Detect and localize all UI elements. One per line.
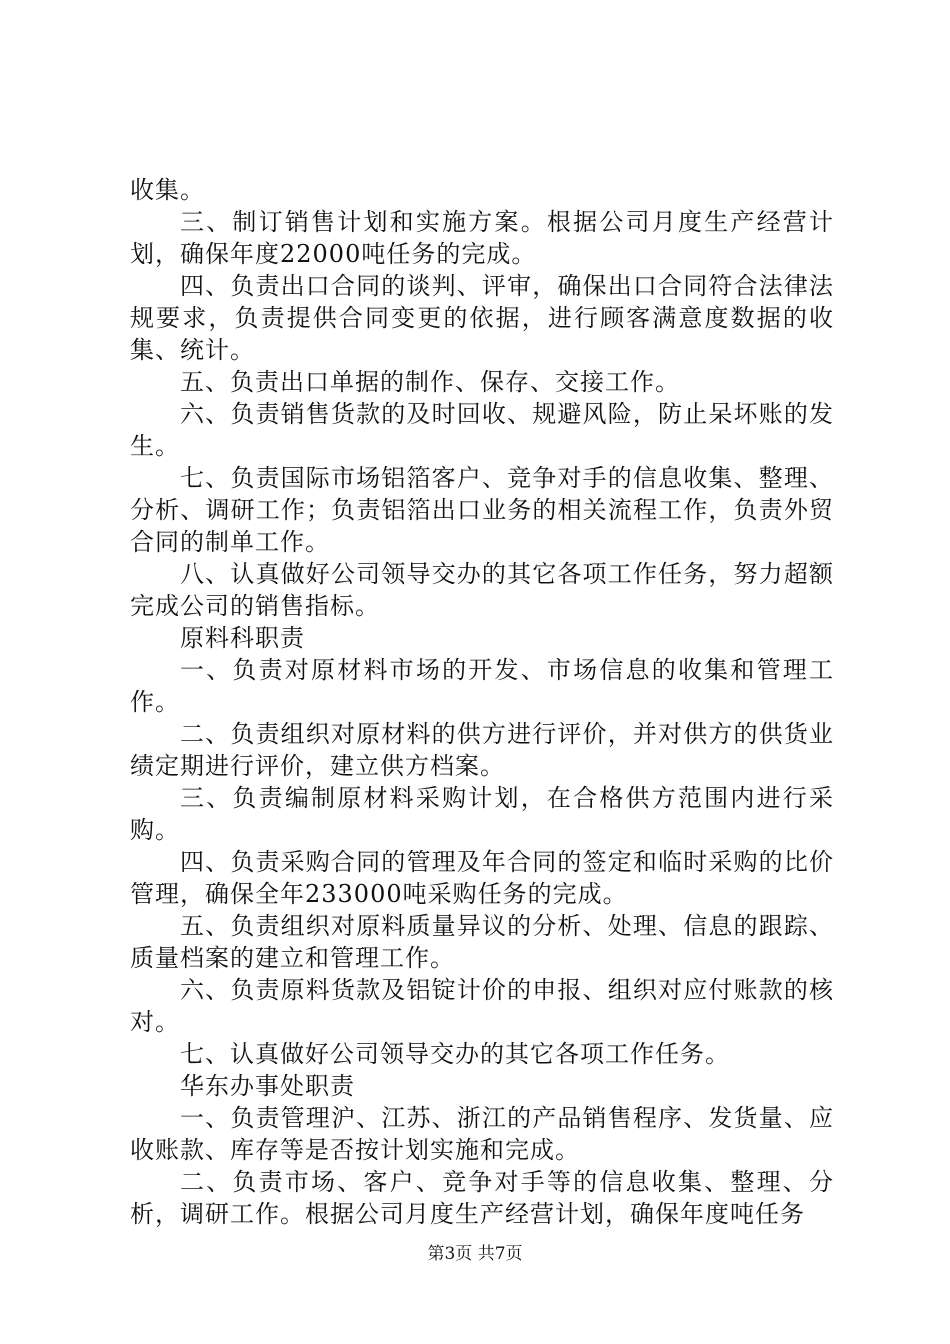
paragraph: 六、负责原料货款及铝锭计价的申报、组织对应付账款的核对。: [130, 976, 834, 1036]
paragraph: 八、认真做好公司领导交办的其它各项工作任务，努力超额完成公司的销售指标。: [130, 560, 834, 620]
paragraph: 五、负责组织对原料质量异议的分析、处理、信息的跟踪、质量档案的建立和管理工作。: [130, 912, 834, 972]
paragraph: 收集。: [130, 176, 205, 204]
paragraph: 三、负责编制原材料采购计划，在合格供方范围内进行采购。: [130, 784, 834, 844]
paragraph: 一、负责对原材料市场的开发、市场信息的收集和管理工作。: [130, 656, 834, 716]
paragraph: 二、负责组织对原材料的供方进行评价，并对供方的供货业绩定期进行评价，建立供方档案。: [130, 720, 834, 780]
paragraph: 四、负责出口合同的谈判、评审，确保出口合同符合法律法规要求，负责提供合同变更的依据，进行顾客满意度数据的收集、统计。: [130, 272, 834, 364]
paragraph: 七、认真做好公司领导交办的其它各项工作任务。: [180, 1040, 730, 1068]
paragraph: 二、负责市场、客户、竞争对手等的信息收集、整理、分析，调研工作。根据公司月度生产经营计划，确保年度吨任务: [130, 1168, 834, 1228]
paragraph: 一、负责管理沪、江苏、浙江的产品销售程序、发货量、应收账款、库存等是否按计划实施和完成。: [130, 1104, 834, 1164]
paragraph: 四、负责采购合同的管理及年合同的签定和临时采购的比价管理，确保全年233000吨采购任务的完成。: [130, 848, 834, 908]
paragraph: 六、负责销售货款的及时回收、规避风险，防止呆坏账的发生。: [130, 400, 834, 460]
paragraph: 五、负责出口单据的制作、保存、交接工作。: [180, 368, 680, 396]
paragraph: 七、负责国际市场铝箔客户、竞争对手的信息收集、整理、分析、调研工作；负责铝箔出口业务的相关流程工作，负责外贸合同的制单工作。: [130, 464, 834, 556]
paragraph: 原料科职责: [180, 624, 305, 652]
paragraph: 三、制订销售计划和实施方案。根据公司月度生产经营计划，确保年度22000吨任务的完成。: [130, 208, 834, 268]
page-footer: 第3页 共7页: [427, 1244, 523, 1264]
document-body: [130, 174, 834, 1230]
paragraph: 华东办事处职责: [180, 1072, 355, 1100]
